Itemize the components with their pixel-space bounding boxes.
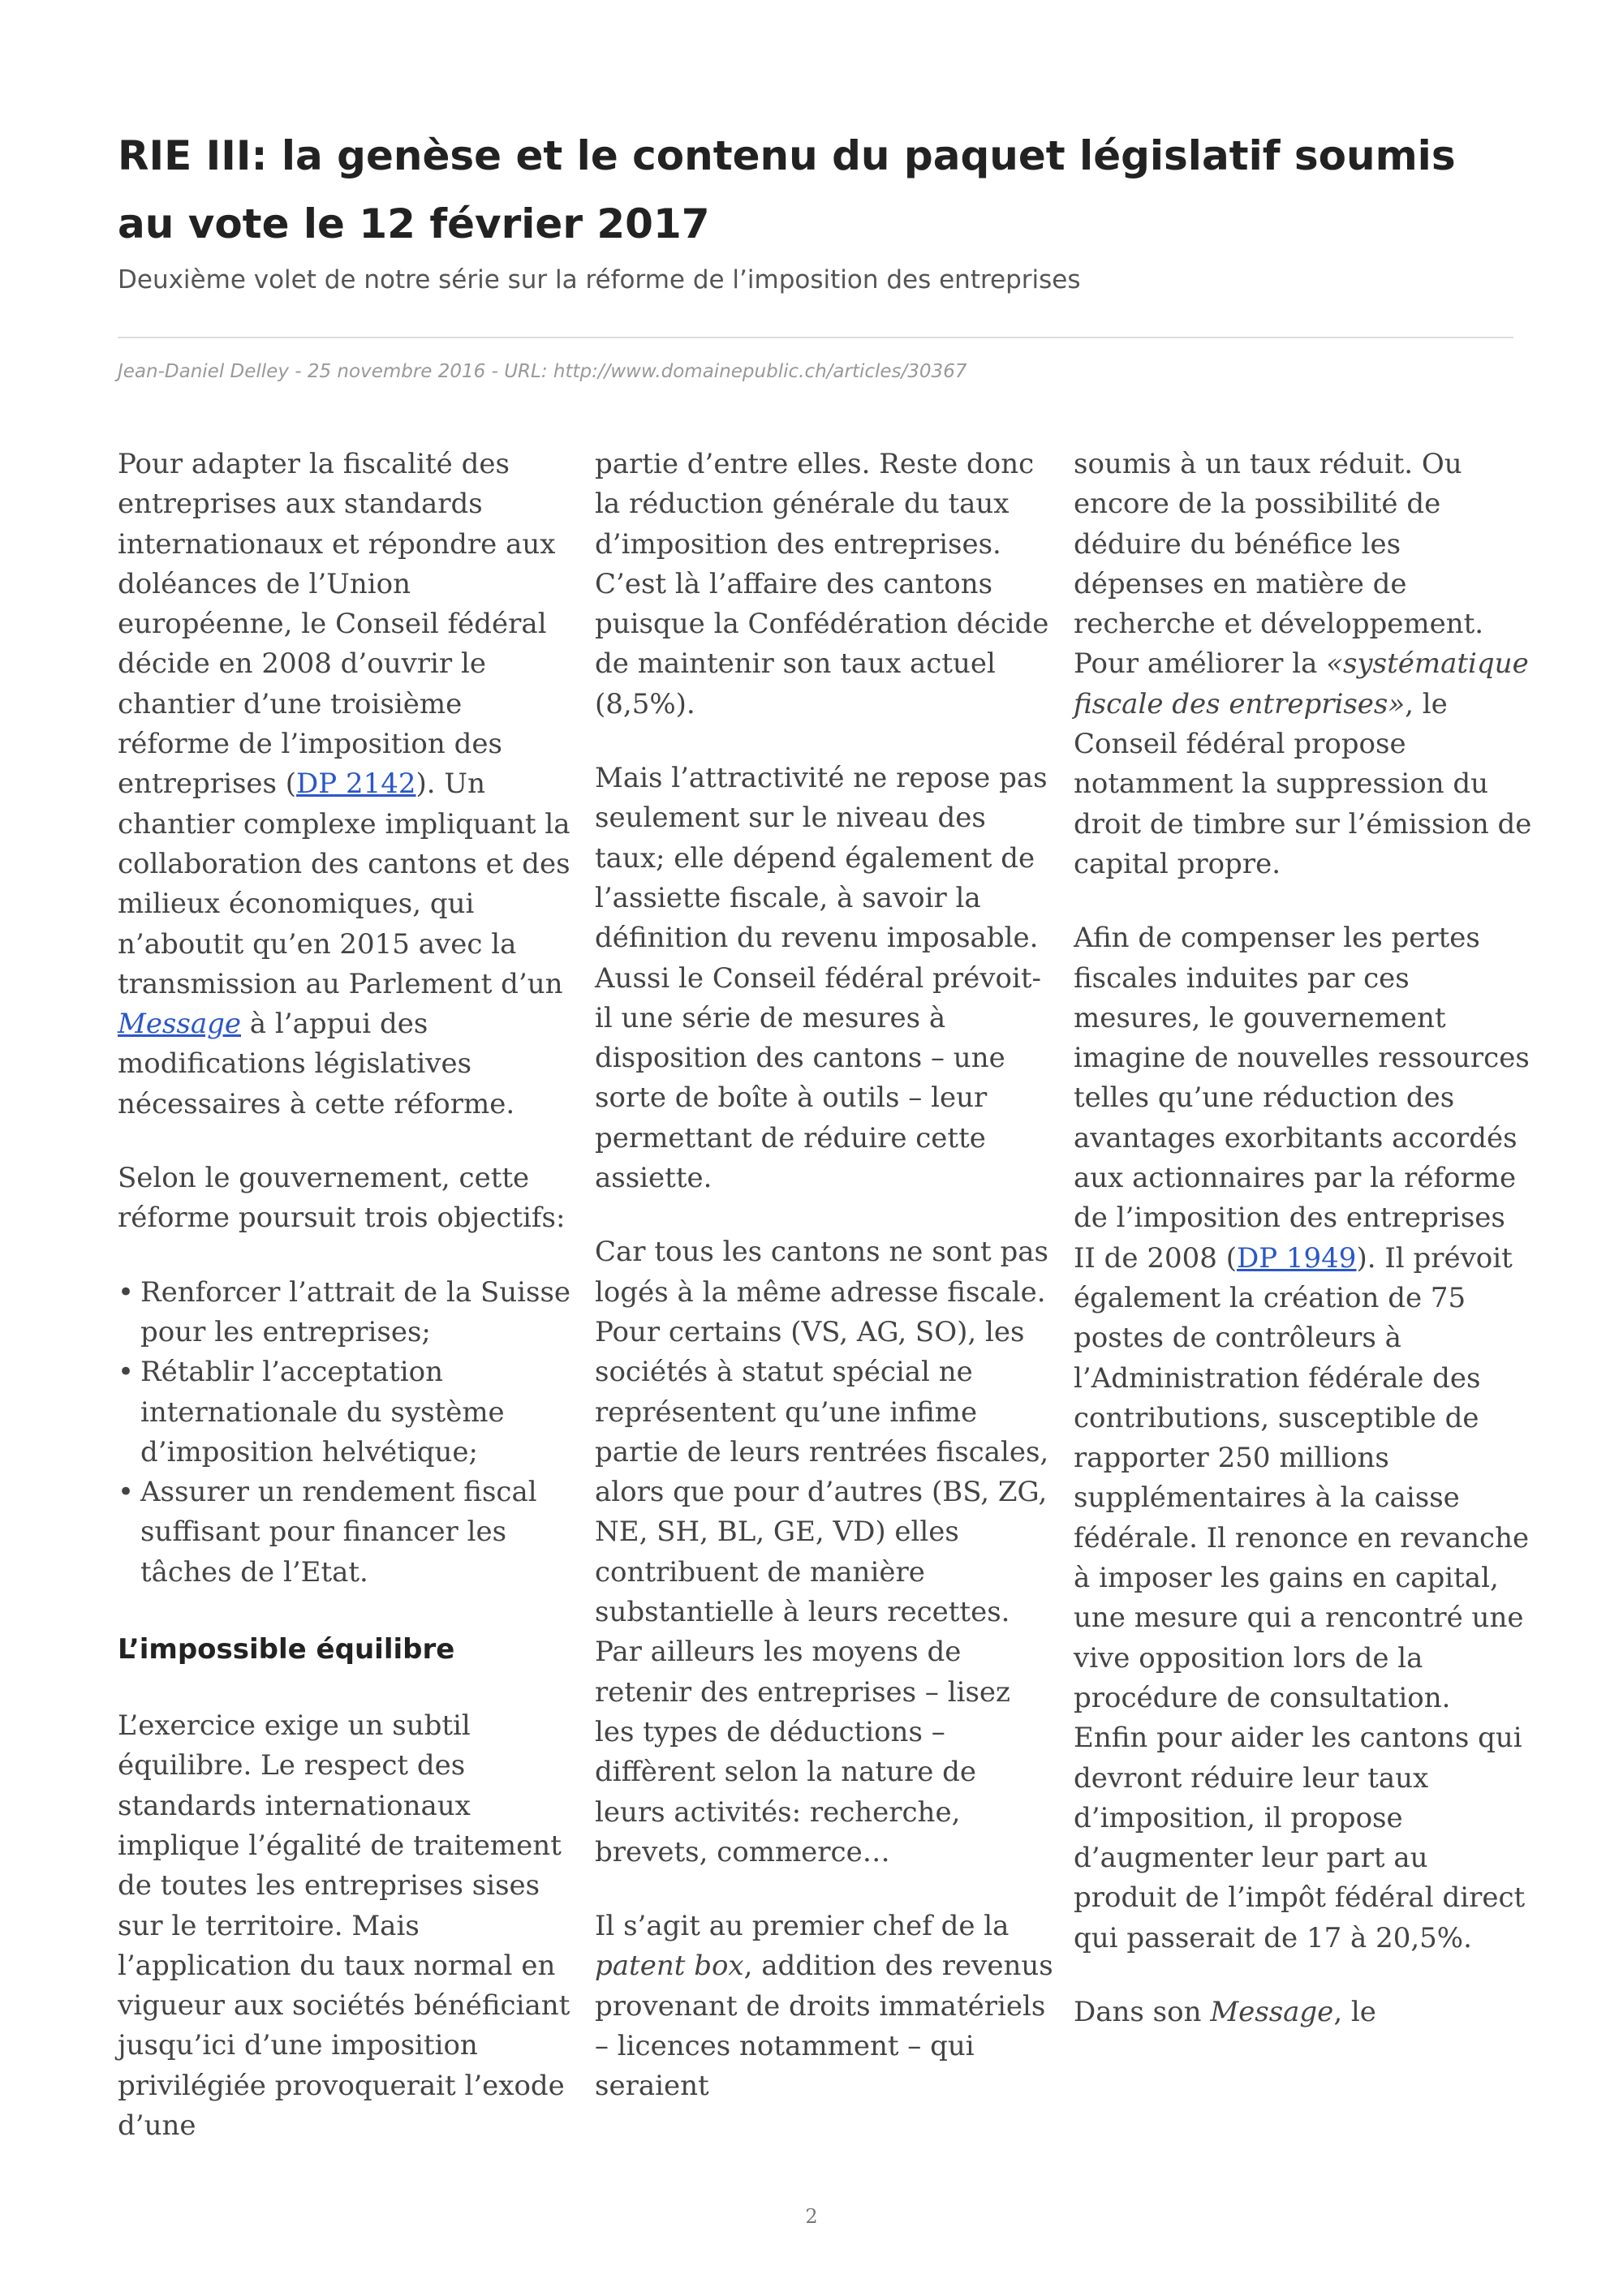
column-1 (118, 445, 576, 2180)
article-meta: Jean-Daniel Delley - 25 novembre 2016 - URL: http://www.domainepublic.ch/articles/30367 (118, 361, 967, 382)
objectives-list (118, 1273, 576, 1593)
section-heading: L’impossible équilibre (118, 1633, 455, 1666)
paragraph: Dans son Message, le (1074, 1995, 1376, 2028)
list-item: • Renforcer l’attrait de la Suisse pour les entreprises; (118, 1273, 576, 1353)
paragraph: L’exercice exige un subtil équilibre. Le respect des standards internationaux implique l’égalité de traitement de toutes les entreprises sises sur le territoire. Mais l’application du taux normal en vigueur aux sociétés bénéficiant jusqu’ici d’une imposition privilégiée provoquerait l’exode d’une (118, 1709, 570, 2142)
paragraph: Afin de compenser les pertes fiscales induites par ces mesures, le gouvernement imagine de nouvelles ressources telles qu’une réduction des avantages exorbitants accordés aux actionnaires par la réforme de l’imposition des entreprises II de 2008 (DP 1949). Il prévoit également la création de 75 postes de contrôleurs à l’Administration fédérale des contributions, susceptible de rapporter 250 millions supplémentaires à la caisse fédérale. Il renonce en revanche à imposer les gains en capital, une mesure qui a rencontré une vive opposition lors de la procédure de consultation. Enfin pour aider les cantons qui devront réduire leur taux d’imposition, il propose d’augmenter leur part au produit de l’impôt fédéral direct qui passerait de 17 à 20,5%. (1074, 922, 1530, 1954)
page-number: 2 (805, 2205, 818, 2228)
link-dp-2142[interactable]: DP 2142 (296, 767, 416, 801)
header-divider (118, 337, 1513, 338)
article-title: RIE III: la genèse et le contenu du paquet législatif soumis au vote le 12 février 2017 (118, 132, 1456, 247)
paragraph: Selon le gouvernement, cette réforme poursuit trois objectifs: (118, 1162, 566, 1235)
paragraph: Pour adapter la fiscalité des entreprises aux standards internationaux et répondre aux doléances de l’Union européenne, le Conseil fédéral décide en 2008 d’ouvrir le chantier d’une troisième réforme de l’imposition des entreprises (DP 2142). Un chantier complexe impliquant la collaboration des cantons et des milieux économiques, qui n’aboutit qu’en 2015 avec la transmission au Parlement d’un Message à l’appui des modifications législatives nécessaires à cette réforme. (118, 448, 570, 1120)
column-2 (595, 445, 1053, 2141)
link-message[interactable]: Message (118, 1008, 241, 1041)
paragraph: Il s’agit au premier chef de la patent box, addition des revenus provenant de droits immatériels – licences notamment – qui seraient (595, 1910, 1053, 2103)
article-subtitle: Deuxième volet de notre série sur la réforme de l’imposition des entreprises (118, 265, 1081, 295)
column-3 (1074, 445, 1532, 2066)
paragraph: Car tous les cantons ne sont pas logés à la même adresse fiscale. Pour certains (VS, AG, SO), les sociétés à statut spécial ne représentent qu’une infime partie de leurs rentrées fiscales, alors que pour d’autres (BS, ZG, NE, SH, BL, GE, VD) elles contribuent de manière substantielle à leurs recettes. Par ailleurs les moyens de retenir des entreprises – lisez les types de déductions – diffèrent selon la nature de leurs activités: recherche, brevets, commerce… (595, 1236, 1049, 1868)
paragraph: partie d’entre elles. Reste donc la réduction générale du taux d’imposition des entreprises. C’est là l’affaire des cantons puisque la Confédération décide de maintenir son taux actuel (8,5%). (595, 448, 1049, 720)
list-item: • Assurer un rendement fiscal suffisant pour financer les tâches de l’Etat. (118, 1473, 576, 1593)
link-dp-1949[interactable]: DP 1949 (1236, 1241, 1357, 1275)
list-item: • Rétablir l’acceptation internationale du système d’imposition helvétique; (118, 1352, 576, 1473)
paragraph: Mais l’attractivité ne repose pas seulement sur le niveau des taux; elle dépend également de l’assiette fiscale, à savoir la définition du revenu imposable. Aussi le Conseil fédéral prévoit-il une série de mesures à disposition des cantons – une sorte de boîte à outils – leur permettant de réduire cette assiette. (595, 762, 1048, 1195)
paragraph: soumis à un taux réduit. Ou encore de la possibilité de déduire du bénéfice les dépenses en matière de recherche et développement. Pour améliorer la «systématique fiscale des entreprises», le Conseil fédéral propose notamment la suppression du droit de timbre sur l’émission de capital propre. (1074, 448, 1532, 880)
